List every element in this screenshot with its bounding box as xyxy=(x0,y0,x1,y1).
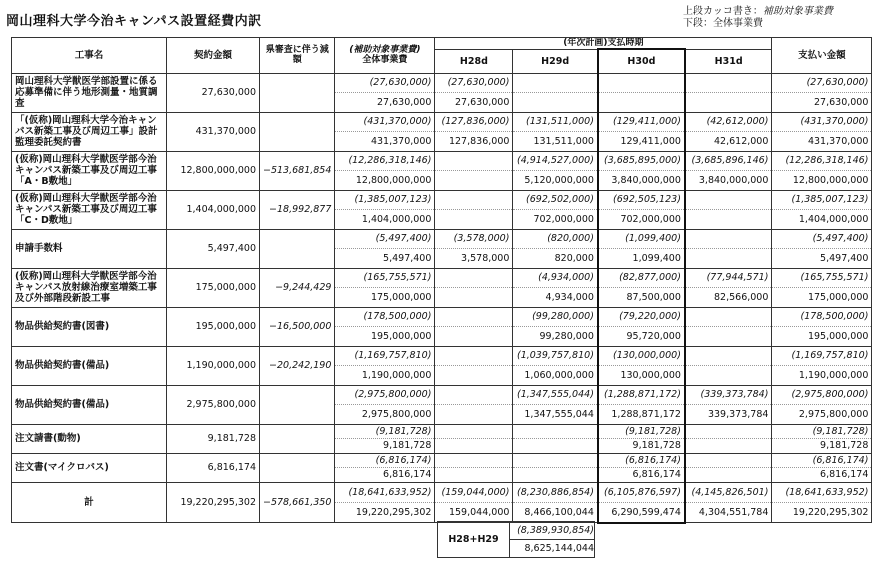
amount-cell-h29 xyxy=(513,112,598,151)
total-reduction: −578,661,350 xyxy=(260,482,335,523)
business-top-value: (2,975,800,000) xyxy=(335,386,434,405)
h28-top-value xyxy=(435,386,512,405)
amount-cell-h30 xyxy=(598,151,685,190)
h30-bottom-value: 6,816,174 xyxy=(632,468,681,480)
amount-cell-paid xyxy=(772,346,872,385)
sum-bottom-value: 8,625,144,044 xyxy=(510,540,595,558)
business-top-value: (178,500,000) xyxy=(335,308,434,327)
paid-top-value: (6,816,174) xyxy=(772,454,871,468)
paid-bottom-value: 1,190,000,000 xyxy=(798,369,869,381)
h28-bottom-value: 3,578,000 xyxy=(461,252,510,264)
row-reduction xyxy=(260,385,335,424)
h30-bottom-value: 1,288,871,172 xyxy=(611,408,681,420)
h30-top-value: (6,816,174) xyxy=(599,454,684,468)
h31-top-value xyxy=(686,191,772,210)
amount-cell-business xyxy=(335,268,435,307)
row-name: 物品供給契約書(図書) xyxy=(12,307,167,346)
h30-bottom-value xyxy=(599,93,684,112)
paid-top-value: (1,169,757,810) xyxy=(772,347,871,366)
paid-top-value: (5,497,400) xyxy=(772,230,871,249)
h31-top-value: (42,612,000) xyxy=(686,113,772,132)
paid-bottom-value: 195,000,000 xyxy=(807,330,869,342)
h31-top-value xyxy=(686,425,772,439)
h29-top-value xyxy=(513,74,597,93)
h28-top-value xyxy=(435,308,512,327)
amount-cell-h28 xyxy=(435,268,513,307)
paid-bottom-value: 1,404,000,000 xyxy=(798,213,869,225)
h29-top-value xyxy=(513,454,597,468)
h30-bottom-value: 95,720,000 xyxy=(626,330,681,342)
h31-top-value xyxy=(686,74,772,93)
h28-bottom-value xyxy=(435,439,512,453)
h28-bottom-value xyxy=(435,405,512,424)
header-business-bottom: 全体事業費 xyxy=(362,55,408,66)
row-contract: 195,000,000 xyxy=(167,307,260,346)
h28-top-value: (3,578,000) xyxy=(435,230,512,249)
amount-cell-business xyxy=(335,151,435,190)
business-bottom-value: 195,000,000 xyxy=(370,330,432,342)
amount-cell-h28 xyxy=(435,73,513,112)
business-bottom-value: 9,181,728 xyxy=(383,439,432,451)
h28-bottom-value xyxy=(435,210,512,229)
h31-bottom-value xyxy=(686,93,772,112)
h28-top-value: (127,836,000) xyxy=(435,113,512,132)
h30-top-value: (1,288,871,172) xyxy=(599,386,684,405)
business-top-value: (1,385,007,123) xyxy=(335,191,434,210)
amount-cell-paid xyxy=(772,482,872,523)
h29-top-value: (8,230,886,854) xyxy=(513,483,597,503)
total-row xyxy=(12,482,872,523)
amount-cell-paid xyxy=(772,424,872,453)
amount-cell-h30 xyxy=(598,73,685,112)
paid-top-value: (165,755,571) xyxy=(772,269,871,288)
h30-top-value: (9,181,728) xyxy=(599,425,684,439)
amount-cell-h31 xyxy=(685,229,772,268)
h31-top-value: (3,685,896,146) xyxy=(686,152,772,171)
table-row xyxy=(12,307,872,346)
header-name: 工事名 xyxy=(12,38,167,74)
paid-bottom-value: 431,370,000 xyxy=(807,135,869,147)
amount-cell-business xyxy=(335,112,435,151)
header-h30: H30d xyxy=(598,49,685,73)
h30-bottom-value: 6,290,599,474 xyxy=(611,506,681,518)
table-body xyxy=(12,73,872,523)
expense-table xyxy=(11,37,872,524)
amount-cell-h29 xyxy=(513,346,598,385)
amount-cell-h30 xyxy=(598,190,685,229)
row-name: 物品供給契約書(備品) xyxy=(12,346,167,385)
h29-top-value: (820,000) xyxy=(513,230,597,249)
business-bottom-value: 1,190,000,000 xyxy=(361,369,432,381)
amount-cell-h31 xyxy=(685,190,772,229)
h28-bottom-value xyxy=(435,366,512,385)
row-reduction: −16,500,000 xyxy=(260,307,335,346)
amount-cell-h29 xyxy=(513,190,598,229)
amount-cell-h29 xyxy=(513,268,598,307)
h29-bottom-value: 8,466,100,044 xyxy=(524,506,594,518)
h29-bottom-value: 820,000 xyxy=(554,252,594,264)
h30-top-value xyxy=(599,74,684,93)
amount-cell-business xyxy=(335,190,435,229)
page-title: 岡山理科大学今治キャンパス設置経費内訳 xyxy=(6,14,262,29)
note-line2: 下段：全体事業費 xyxy=(683,18,763,29)
amount-cell-paid xyxy=(772,190,872,229)
table-row xyxy=(12,151,872,190)
h31-bottom-value: 82,566,000 xyxy=(714,291,769,303)
h28-top-value xyxy=(435,152,512,171)
h29-bottom-value: 4,934,000 xyxy=(545,291,594,303)
table-row xyxy=(12,268,872,307)
h28-h29-sum-table xyxy=(437,521,595,558)
table-row xyxy=(12,190,872,229)
h30-bottom-value: 87,500,000 xyxy=(626,291,681,303)
amount-cell-business xyxy=(335,229,435,268)
business-bottom-value: 175,000,000 xyxy=(370,291,432,303)
row-contract: 1,190,000,000 xyxy=(167,346,260,385)
business-top-value: (27,630,000) xyxy=(335,74,434,93)
amount-cell-paid xyxy=(772,151,872,190)
h29-bottom-value xyxy=(513,439,597,453)
business-bottom-value: 1,404,000,000 xyxy=(361,213,432,225)
amount-cell-h29 xyxy=(513,385,598,424)
h29-bottom-value: 1,347,555,044 xyxy=(524,408,594,420)
h30-top-value: (692,505,123) xyxy=(599,191,684,210)
paid-bottom-value: 2,975,800,000 xyxy=(798,408,869,420)
h28-top-value: (159,044,000) xyxy=(435,483,512,503)
amount-cell-business xyxy=(335,482,435,523)
amount-cell-h30 xyxy=(598,385,685,424)
row-name: 注文請書(動物) xyxy=(12,424,167,453)
h30-bottom-value: 130,000,000 xyxy=(620,369,681,381)
h31-bottom-value: 42,612,000 xyxy=(714,135,769,147)
amount-cell-h30 xyxy=(598,453,685,482)
h29-top-value: (692,502,000) xyxy=(513,191,597,210)
h29-bottom-value xyxy=(513,468,597,482)
row-name: (仮称)岡山理科大学獣医学部今治キャンパス新築工事及び周辺工事「A・B敷地」 xyxy=(12,151,167,190)
amount-cell-h28 xyxy=(435,307,513,346)
business-top-value: (5,497,400) xyxy=(335,230,434,249)
amount-cell-paid xyxy=(772,453,872,482)
amount-cell-h31 xyxy=(685,307,772,346)
h28-top-value xyxy=(435,269,512,288)
business-bottom-value: 431,370,000 xyxy=(370,135,432,147)
amount-cell-h31 xyxy=(685,482,772,523)
header-contract: 契約金額 xyxy=(167,38,260,74)
amount-cell-paid xyxy=(772,385,872,424)
h30-top-value: (3,685,895,000) xyxy=(599,152,684,171)
paid-bottom-value: 9,181,728 xyxy=(820,439,869,451)
h29-top-value: (4,934,000) xyxy=(513,269,597,288)
note-line1-prefix: 上段カッコ書き： xyxy=(683,6,763,17)
amount-cell-h31 xyxy=(685,346,772,385)
row-reduction xyxy=(260,73,335,112)
paid-top-value: (178,500,000) xyxy=(772,308,871,327)
h31-top-value xyxy=(686,308,772,327)
h30-bottom-value: 129,411,000 xyxy=(620,135,681,147)
amount-cell-h28 xyxy=(435,482,513,523)
note-line1-emphasis: 補助対象事業費 xyxy=(762,6,833,17)
h29-top-value: (1,039,757,810) xyxy=(513,347,597,366)
amount-cell-h30 xyxy=(598,307,685,346)
business-top-value: (165,755,571) xyxy=(335,269,434,288)
h29-top-value xyxy=(513,425,597,439)
amount-cell-business xyxy=(335,73,435,112)
h31-bottom-value xyxy=(686,439,772,453)
h31-top-value: (339,373,784) xyxy=(686,386,772,405)
business-bottom-value: 19,220,295,302 xyxy=(355,506,432,518)
amount-cell-h31 xyxy=(685,424,772,453)
business-top-value: (12,286,318,146) xyxy=(335,152,434,171)
business-top-value: (18,641,633,952) xyxy=(335,483,434,503)
row-contract: 6,816,174 xyxy=(167,453,260,482)
sum-label: H28+H29 xyxy=(438,522,510,558)
h29-bottom-value: 702,000,000 xyxy=(533,213,594,225)
row-reduction xyxy=(260,424,335,453)
amount-cell-h31 xyxy=(685,73,772,112)
paid-bottom-value: 12,800,000,000 xyxy=(792,174,869,186)
h28-bottom-value xyxy=(435,468,512,482)
paid-top-value: (9,181,728) xyxy=(772,425,871,439)
business-top-value: (431,370,000) xyxy=(335,113,434,132)
amount-cell-h28 xyxy=(435,190,513,229)
business-bottom-value: 12,800,000,000 xyxy=(355,174,432,186)
amount-cell-business xyxy=(335,307,435,346)
h29-bottom-value: 131,511,000 xyxy=(533,135,594,147)
row-reduction xyxy=(260,229,335,268)
h31-bottom-value xyxy=(686,366,772,385)
h31-top-value xyxy=(686,454,772,468)
h28-bottom-value xyxy=(435,288,512,307)
row-name: 申請手数料 xyxy=(12,229,167,268)
sum-top-value: (8,389,930,854) xyxy=(510,522,595,540)
header-paid: 支払い金額 xyxy=(772,38,872,74)
row-reduction: −513,681,854 xyxy=(260,151,335,190)
row-name: 注文書(マイクロバス) xyxy=(12,453,167,482)
h28-top-value xyxy=(435,191,512,210)
amount-cell-h30 xyxy=(598,112,685,151)
h28-bottom-value xyxy=(435,171,512,190)
paid-top-value: (27,630,000) xyxy=(772,74,871,93)
h29-bottom-value: 99,280,000 xyxy=(539,330,594,342)
paid-top-value: (12,286,318,146) xyxy=(772,152,871,171)
paid-bottom-value: 175,000,000 xyxy=(807,291,869,303)
amount-cell-h28 xyxy=(435,385,513,424)
amount-cell-h30 xyxy=(598,268,685,307)
amount-cell-h28 xyxy=(435,229,513,268)
amount-cell-h30 xyxy=(598,229,685,268)
row-contract: 27,630,000 xyxy=(167,73,260,112)
amount-cell-h31 xyxy=(685,112,772,151)
amount-cell-h28 xyxy=(435,424,513,453)
header-h31: H31d xyxy=(685,49,772,73)
h28-bottom-value: 127,836,000 xyxy=(448,135,510,147)
row-name: (仮称)岡山理科大学獣医学部今治キャンパス放射線治療室増築工事及び外部階段新設工事 xyxy=(12,268,167,307)
h31-bottom-value xyxy=(686,249,772,268)
h30-bottom-value: 3,840,000,000 xyxy=(611,174,681,186)
legend-note xyxy=(683,6,833,30)
total-label: 計 xyxy=(12,482,167,523)
amount-cell-h31 xyxy=(685,453,772,482)
row-contract: 431,370,000 xyxy=(167,112,260,151)
row-reduction: −9,244,429 xyxy=(260,268,335,307)
row-reduction xyxy=(260,453,335,482)
amount-cell-h31 xyxy=(685,151,772,190)
row-reduction: −18,992,877 xyxy=(260,190,335,229)
h29-top-value: (99,280,000) xyxy=(513,308,597,327)
amount-cell-h29 xyxy=(513,73,598,112)
row-contract: 5,497,400 xyxy=(167,229,260,268)
table-row xyxy=(12,424,872,453)
h29-top-value: (4,914,527,000) xyxy=(513,152,597,171)
row-reduction: −20,242,190 xyxy=(260,346,335,385)
amount-cell-business xyxy=(335,453,435,482)
row-reduction xyxy=(260,112,335,151)
row-contract: 12,800,000,000 xyxy=(167,151,260,190)
h30-top-value: (82,877,000) xyxy=(599,269,684,288)
amount-cell-h31 xyxy=(685,385,772,424)
header-business-top: (補助対象事業費) xyxy=(349,45,421,56)
amount-cell-paid xyxy=(772,73,872,112)
paid-top-value: (431,370,000) xyxy=(772,113,871,132)
amount-cell-h30 xyxy=(598,346,685,385)
business-bottom-value: 6,816,174 xyxy=(383,468,432,480)
h28-top-value xyxy=(435,454,512,468)
h31-top-value: (77,944,571) xyxy=(686,269,772,288)
amount-cell-paid xyxy=(772,229,872,268)
h28-top-value: (27,630,000) xyxy=(435,74,512,93)
h31-bottom-value xyxy=(686,210,772,229)
row-contract: 9,181,728 xyxy=(167,424,260,453)
amount-cell-h29 xyxy=(513,229,598,268)
amount-cell-business xyxy=(335,346,435,385)
row-name: 岡山理科大学獣医学部設置に係る応募準備に伴う地形測量・地質調査 xyxy=(12,73,167,112)
h28-top-value xyxy=(435,425,512,439)
h30-top-value: (1,099,400) xyxy=(599,230,684,249)
h31-top-value xyxy=(686,347,772,366)
h31-bottom-value xyxy=(686,468,772,482)
h28-bottom-value: 159,044,000 xyxy=(448,506,510,518)
business-bottom-value: 2,975,800,000 xyxy=(361,408,432,420)
header-plan: (年次計画)支払時期 xyxy=(435,38,772,50)
amount-cell-business xyxy=(335,424,435,453)
amount-cell-paid xyxy=(772,112,872,151)
h31-bottom-value: 3,840,000,000 xyxy=(698,174,769,186)
row-name: 「(仮称)岡山理科大学今治キャンパス新築工事及び周辺工事」設計監理委託契約書 xyxy=(12,112,167,151)
amount-cell-h30 xyxy=(598,424,685,453)
table-row xyxy=(12,112,872,151)
h30-bottom-value: 1,099,400 xyxy=(632,252,681,264)
paid-top-value: (1,385,007,123) xyxy=(772,191,871,210)
amount-cell-h28 xyxy=(435,346,513,385)
h30-top-value: (6,105,876,597) xyxy=(599,483,684,503)
h30-top-value: (129,411,000) xyxy=(599,113,684,132)
paid-bottom-value: 6,816,174 xyxy=(820,468,869,480)
header-reduction: 県審査に伴う減額 xyxy=(260,38,335,74)
row-contract: 175,000,000 xyxy=(167,268,260,307)
table-row xyxy=(12,73,872,112)
paid-bottom-value: 5,497,400 xyxy=(820,252,869,264)
table-row xyxy=(12,346,872,385)
row-name: 物品供給契約書(備品) xyxy=(12,385,167,424)
total-contract: 19,220,295,302 xyxy=(167,482,260,523)
h31-bottom-value xyxy=(686,327,772,346)
business-top-value: (9,181,728) xyxy=(335,425,434,439)
h31-top-value xyxy=(686,230,772,249)
paid-top-value: (2,975,800,000) xyxy=(772,386,871,405)
amount-cell-paid xyxy=(772,268,872,307)
h29-bottom-value: 5,120,000,000 xyxy=(524,174,594,186)
amount-cell-h28 xyxy=(435,151,513,190)
h31-bottom-value: 339,373,784 xyxy=(707,408,769,420)
paid-bottom-value: 27,630,000 xyxy=(814,96,869,108)
amount-cell-h29 xyxy=(513,151,598,190)
h30-top-value: (79,220,000) xyxy=(599,308,684,327)
amount-cell-h29 xyxy=(513,482,598,523)
business-bottom-value: 27,630,000 xyxy=(377,96,432,108)
header-business xyxy=(335,38,435,74)
paid-bottom-value: 19,220,295,302 xyxy=(792,506,869,518)
h31-top-value: (4,145,826,501) xyxy=(686,483,772,503)
h29-top-value: (131,511,000) xyxy=(513,113,597,132)
business-bottom-value: 5,497,400 xyxy=(383,252,432,264)
h29-bottom-value xyxy=(513,93,597,112)
h28-top-value xyxy=(435,347,512,366)
table-row xyxy=(12,385,872,424)
amount-cell-h28 xyxy=(435,453,513,482)
row-contract: 2,975,800,000 xyxy=(167,385,260,424)
h31-bottom-value: 4,304,551,784 xyxy=(698,506,769,518)
h28-bottom-value: 27,630,000 xyxy=(455,96,510,108)
h29-top-value: (1,347,555,044) xyxy=(513,386,597,405)
row-contract: 1,404,000,000 xyxy=(167,190,260,229)
amount-cell-h29 xyxy=(513,307,598,346)
amount-cell-h31 xyxy=(685,268,772,307)
h30-bottom-value: 702,000,000 xyxy=(620,213,681,225)
h30-bottom-value: 9,181,728 xyxy=(632,439,681,451)
amount-cell-h29 xyxy=(513,424,598,453)
h28-bottom-value xyxy=(435,327,512,346)
amount-cell-h28 xyxy=(435,112,513,151)
table-row xyxy=(12,453,872,482)
amount-cell-paid xyxy=(772,307,872,346)
table-row xyxy=(12,229,872,268)
amount-cell-business xyxy=(335,385,435,424)
paid-top-value: (18,641,633,952) xyxy=(772,483,871,503)
business-top-value: (1,169,757,810) xyxy=(335,347,434,366)
header-h29: H29d xyxy=(513,49,598,73)
amount-cell-h29 xyxy=(513,453,598,482)
amount-cell-h30 xyxy=(598,482,685,523)
row-name: (仮称)岡山理科大学獣医学部今治キャンパス新築工事及び周辺工事「C・D敷地」 xyxy=(12,190,167,229)
business-top-value: (6,816,174) xyxy=(335,454,434,468)
h29-bottom-value: 1,060,000,000 xyxy=(524,369,594,381)
h30-top-value: (130,000,000) xyxy=(599,347,684,366)
header-h28: H28d xyxy=(435,49,513,73)
